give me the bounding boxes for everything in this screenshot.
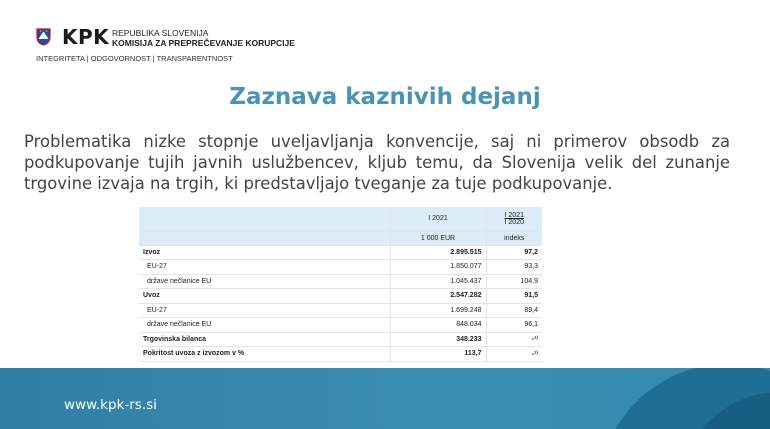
logo-text: KPK [62, 25, 110, 49]
row-index: 93,3 [486, 260, 542, 275]
organization-name [112, 28, 295, 48]
body-paragraph: Problematika nizke stopnje uveljavljanja konvencije, saj ni primerov obsodb za podkupovanje tujih javnih uslužbencev, kljub temu, da Slovenija velik del zunanje trgovine izvaja na trgih, ki predstavljajo tveganje za tuje podkupovanje. [24, 132, 730, 193]
unit-index: indeks [486, 231, 542, 245]
header-index-denominator: I 2020 [504, 218, 524, 226]
header-period: I 2021 [390, 207, 486, 231]
slide-title: Zaznava kaznivih dejanj [229, 84, 541, 110]
table-unit-row [139, 231, 542, 245]
row-value: 1.850.077 [390, 260, 486, 275]
row-label: Pokritost uvoza z izvozom v % [139, 347, 390, 362]
row-label: Trgovinska bilanca [139, 332, 390, 347]
row-value: 848.034 [390, 318, 486, 333]
table-row [139, 303, 542, 318]
table-row [139, 318, 542, 333]
row-index: 91,5 [486, 289, 542, 304]
unit-value: 1 000 EUR [390, 231, 486, 245]
row-value: 2.547.282 [390, 289, 486, 304]
row-value: 113,7 [390, 347, 486, 362]
row-label: države nečlanice EU [139, 318, 390, 333]
row-label: EU-27 [139, 303, 390, 318]
table-header-row [139, 207, 542, 231]
row-index: 97,2 [486, 245, 542, 260]
header-index-numerator: I 2021 [504, 211, 524, 219]
table-row [139, 245, 542, 260]
tagline: INTEGRITETA | ODGOVORNOST | TRANSPARENTNOST [36, 54, 233, 63]
trade-table [139, 207, 542, 362]
unit-empty-cell [139, 231, 390, 245]
table-row [139, 274, 542, 289]
header-empty-cell [139, 207, 390, 231]
table-row [139, 332, 542, 347]
org-line-2: KOMISIJA ZA PREPREČEVANJE KORUPCIJE [112, 38, 295, 48]
row-index: -¹⁾ [486, 332, 542, 347]
header-index-period [486, 207, 542, 231]
footer-bar [0, 368, 770, 429]
table-row [139, 289, 542, 304]
row-value: 348.233 [390, 332, 486, 347]
slovenian-coat-of-arms-icon [36, 28, 51, 46]
header [36, 26, 356, 70]
row-label: EU-27 [139, 260, 390, 275]
row-value: 1.699.248 [390, 303, 486, 318]
table-row [139, 347, 542, 362]
row-label: države nečlanice EU [139, 274, 390, 289]
row-index: 104,9 [486, 274, 542, 289]
row-label: Izvoz [139, 245, 390, 260]
row-index: 96,1 [486, 318, 542, 333]
row-index: 89,4 [486, 303, 542, 318]
row-value: 1.045.437 [390, 274, 486, 289]
website-link[interactable]: www.kpk-rs.si [64, 397, 157, 413]
table-row [139, 260, 542, 275]
row-index: -¹⁾ [486, 347, 542, 362]
row-label: Uvoz [139, 289, 390, 304]
row-value: 2.895.515 [390, 245, 486, 260]
org-line-1: REPUBLIKA SLOVENIJA [112, 28, 209, 38]
